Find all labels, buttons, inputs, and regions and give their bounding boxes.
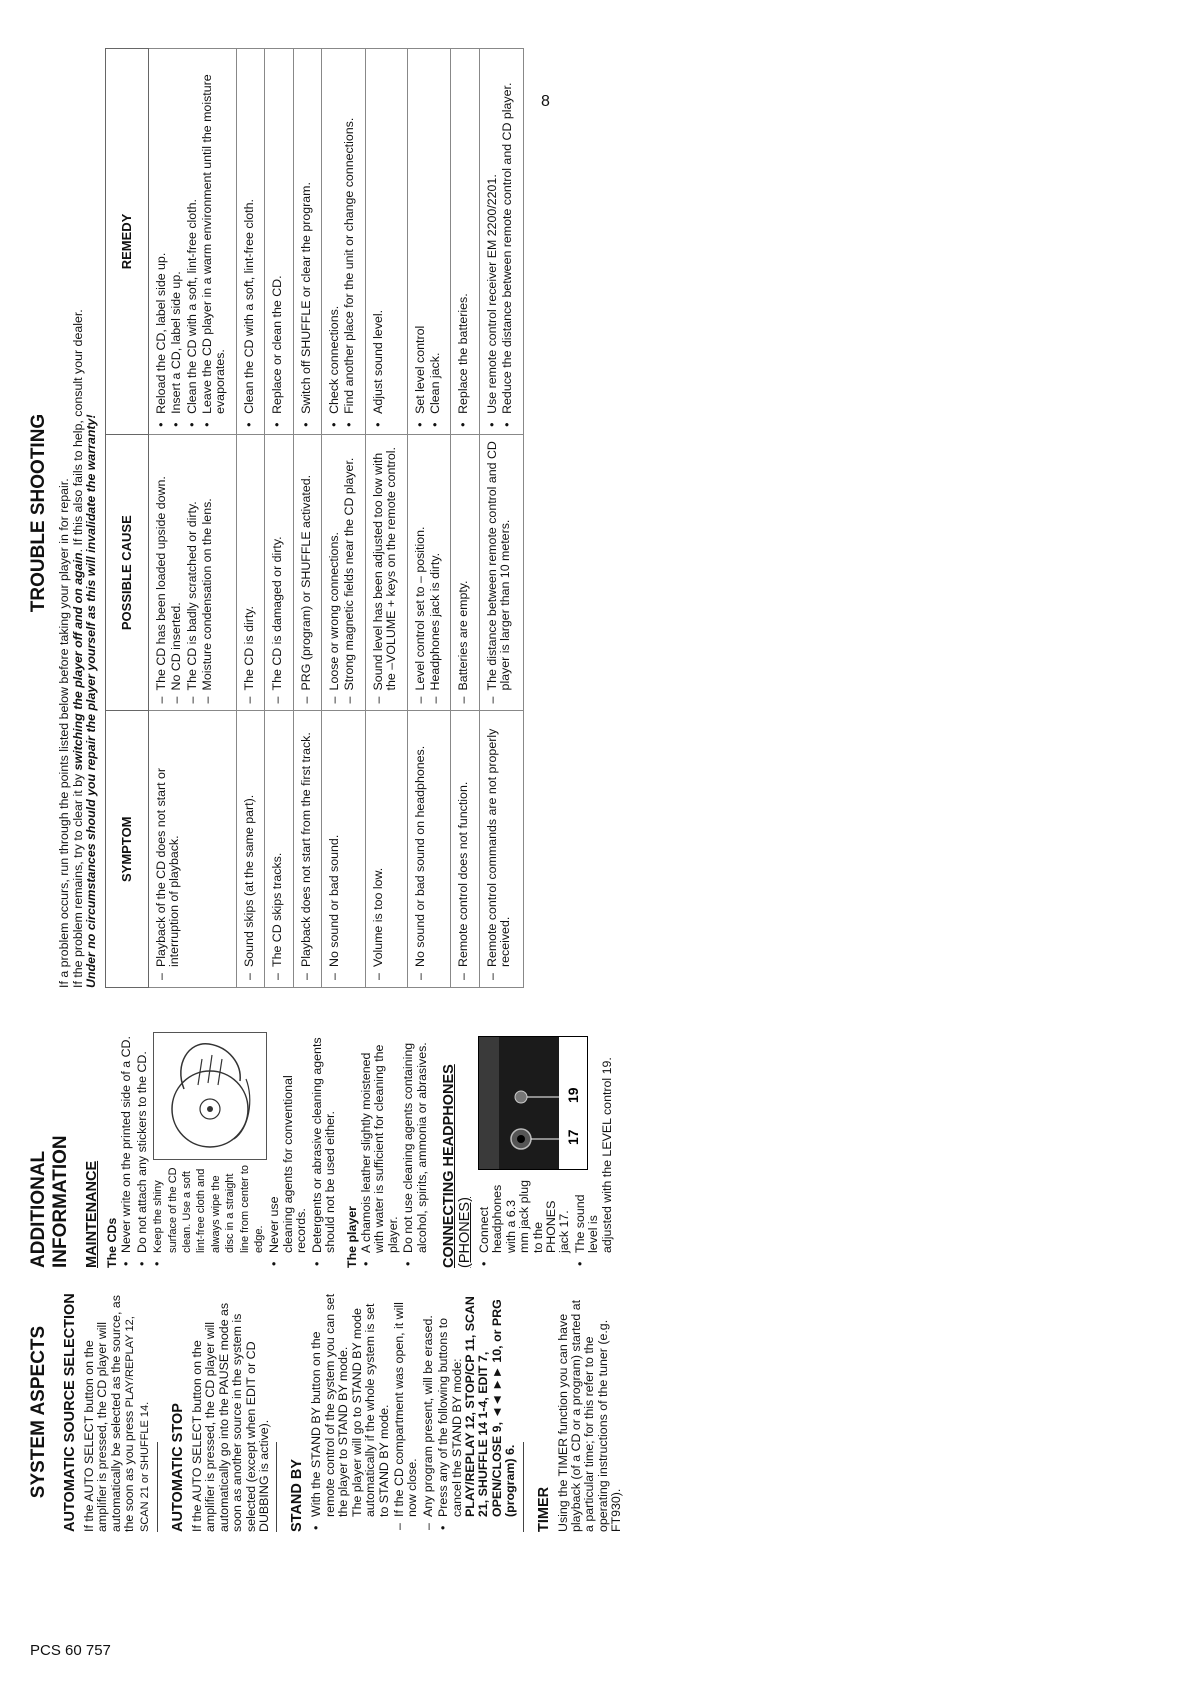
rotated-page-content [28,28,1154,1588]
table-row [322,49,366,988]
document-reference: PCS 60 757 [30,1642,111,1659]
cause-item: – No CD inserted. [170,440,183,706]
symptom-text: – No sound or bad sound on headphones. [414,716,427,982]
fig-label-17: 17 [564,1129,581,1145]
headphones-heading: CONNECTING HEADPHONES (PHONES) [440,1064,473,1268]
list-item: • Detergents or abrasive cleaning agents should not be used either. [311,1032,338,1268]
table-row [365,49,407,988]
remedy-cell [479,49,523,435]
cause-item: – The CD is damaged or dirty. [271,440,284,706]
table-row [148,49,236,988]
cause-item: – Strong magnetic fields near the CD player. [343,440,356,706]
symptom-text: – Volume is too low. [372,716,385,982]
divider [523,1442,524,1532]
system-aspects-title: SYSTEM ASPECTS [28,1325,49,1499]
divider [276,1442,277,1532]
symptom-cell [293,711,321,988]
table-row [293,49,321,988]
remedy-item: • Insert a CD, label side up. [170,54,183,429]
cds-list [120,1032,337,1268]
standby-cancel-list [437,1292,517,1532]
symptom-cell [479,711,523,988]
auto-source-text: If the AUTO SELECT button on the amplifier is pressed, the CD player will automatically be selected as the source, as the soon as you press PLAY/REPLAY 12, SCAN 21 or SHUFFLE 14. [82,1295,151,1532]
cause-cell [365,434,407,711]
page-number: 8 [541,93,550,110]
cause-header: POSSIBLE CAUSE [105,434,148,711]
trouble-shooting-column [28,38,524,988]
remedy-cell [407,49,451,435]
symptom-cell [148,711,236,988]
list-item: • Press any of the following buttons to cancel the STAND BY mode: PLAY/REPLAY 12, STOP/CP 11, SCAN 21, SHUFFLE 14 1-4, EDIT 7, OPEN/CLOSE 9, ◄◄ ►► 10, or PRG (program) 6. [437,1292,517,1532]
standby-list [310,1292,390,1532]
cause-cell [479,434,523,711]
cause-item: – The CD has been loaded upside down. [155,440,168,706]
cause-cell [265,434,293,711]
list-item: • Never use cleaning agents for conventional records. [268,1032,308,1268]
trouble-intro: If a problem occurs, run through the points listed below before taking your player in for repair. If the problem remains, try to clear it by switching the player off and on again. If this also fails to help, consult your dealer. Under no circumstances should you repair the player yourself as this will invalidate the warranty! [58,38,99,988]
cause-item: – Batteries are empty. [457,440,470,706]
cause-cell [148,434,236,711]
cause-item: – Headphones jack is dirty. [429,440,442,706]
timer-text: Using the TIMER function you can have playback (of a CD or a program) started at a particular time; for this refer to the operating instructions of the tuner (e.g. FT930). [555,1299,624,1532]
remedy-cell [322,49,366,435]
cause-cell [322,434,366,711]
symptom-text: – No sound or bad sound. [328,716,341,982]
table-row [265,49,293,988]
table-row [451,49,479,988]
remedy-item: • Switch off SHUFFLE or clear the program. [300,54,313,429]
cause-item: – Loose or wrong connections. [328,440,341,706]
cause-item: – Level control set to – position. [414,440,427,706]
remedy-item: • Replace or clean the CD. [271,54,284,429]
remedy-cell [365,49,407,435]
remedy-item: • Use remote control receiver EM 2200/2201. [486,54,499,429]
symptom-cell [451,711,479,988]
symptom-cell [365,711,407,988]
cause-item: – PRG (program) or SHUFFLE activated. [300,440,313,706]
divider [157,1442,158,1532]
list-item: – Any program present, will be erased. [422,1292,435,1532]
remedy-item: • Reduce the distance between remote control and CD player. [501,54,514,429]
cause-item: – The CD is dirty. [243,440,256,706]
symptom-text: – Remote control does not function. [457,716,470,982]
remedy-item: • Adjust sound level. [372,54,385,429]
auto-stop-text: If the AUTO SELECT button on the amplifier is pressed, the CD player will automatically go into the PAUSE mode as soon as another source in the system is selected (except when EDIT or CD DUBBING is active). [190,1302,272,1532]
cause-cell [407,434,451,711]
remedy-item: • Reload the CD, label side up. [155,54,168,429]
symptom-text: – The CD skips tracks. [271,716,284,982]
remedy-item: • Clean the CD with a soft, lint-free cloth. [243,54,256,429]
auto-stop-heading: AUTOMATIC STOP [170,1403,187,1532]
additional-info-title: ADDITIONAL INFORMATION [28,1135,71,1268]
list-item: • Keep the shiny surface of the CD clean. Use a soft lint-free cloth and always wipe the disc in a straight line from center to edge. [151,1032,266,1268]
table-row [479,49,523,988]
table-row [236,49,264,988]
standby-dash-list [393,1292,435,1532]
remedy-item: • Replace the batteries. [457,54,470,429]
symptom-cell [407,711,451,988]
cause-cell [236,434,264,711]
timer-heading: TIMER [535,1486,552,1532]
symptom-text: – Playback does not start from the first track. [300,716,313,982]
symptom-header: SYMPTOM [105,711,148,988]
list-item: • A chamois leather slightly moistened with water is sufficient for cleaning the player. [360,1032,400,1268]
symptom-text: – Playback of the CD does not start or interruption of playback. [155,716,182,982]
remedy-cell [236,49,264,435]
system-aspects-column [28,1292,628,1532]
cause-item: – Sound level has been adjusted too low with the –VOLUME + keys on the remote control. [372,440,399,706]
cds-subheading: The CDs [105,1217,119,1268]
cause-item: – Moisture condensation on the lens. [201,440,214,706]
trouble-table [105,48,524,988]
cd-hand-icon [154,1033,266,1159]
trouble-table-body [148,49,523,988]
remedy-cell [451,49,479,435]
player-subheading: The player [344,1206,359,1268]
list-item: • Do not use cleaning agents containing alcohol, spirits, ammonia or abrasives. [402,1032,429,1268]
trouble-shooting-title: TROUBLE SHOOTING [28,413,49,613]
player-list [360,1032,429,1268]
symptom-text: – Sound skips (at the same part). [243,716,256,982]
cause-cell [451,434,479,711]
additional-info-column [28,1032,616,1268]
remedy-item: • Set level control [414,54,427,429]
remedy-cell [148,49,236,435]
remedy-item: • Find another place for the unit or change connections. [343,54,356,429]
table-row [407,49,451,988]
remedy-item: • Clean the CD with a soft, lint-free cloth. [186,54,199,429]
cause-item: – The distance between remote control and CD player is larger than 10 meters. [486,440,513,706]
cause-item: – The CD is badly scratched or dirty. [186,440,199,706]
remedy-cell [265,49,293,435]
remedy-item: • Leave the CD player in a warm environment until the moisture evaporates. [201,54,228,429]
list-item: • Connect headphones with a 6.3 mm jack plug to the PHONES jack 17. [478,1032,572,1268]
cd-cleaning-illustration [153,1032,267,1160]
maintenance-heading: MAINTENANCE [84,1160,100,1268]
list-item: – If the CD compartment was open, it will now close. [393,1292,420,1532]
standby-heading: STAND BY [289,1458,306,1532]
remedy-item: • Clean jack. [429,54,442,429]
cause-cell [293,434,321,711]
list-item: • With the STAND BY button on the remote control of the system you can set the player to STAND BY mode. The player will go to STAND BY mode automatically if the whole system is set to STAND BY mode. [310,1292,390,1532]
auto-source-heading: AUTOMATIC SOURCE SELECTION [62,1293,78,1532]
symptom-text: – Remote control commands are not properly received. [486,716,513,982]
headphones-list [478,1032,614,1268]
symptom-cell [265,711,293,988]
symptom-cell [322,711,366,988]
remedy-item: • Check connections. [328,54,341,429]
list-item: • Do not attach any stickers to the CD. [136,1032,149,1268]
list-item: • Never write on the printed side of a CD. [120,1032,133,1268]
list-item: • The sound level is adjusted with the LEVEL control 19. [574,1032,614,1268]
remedy-cell [293,49,321,435]
fig-label-19: 19 [564,1087,581,1103]
warranty-warning: Under no circumstances should you repair the player yourself as this will invalidate the warranty! [84,414,99,988]
symptom-cell [236,711,264,988]
remedy-header: REMEDY [105,49,148,435]
